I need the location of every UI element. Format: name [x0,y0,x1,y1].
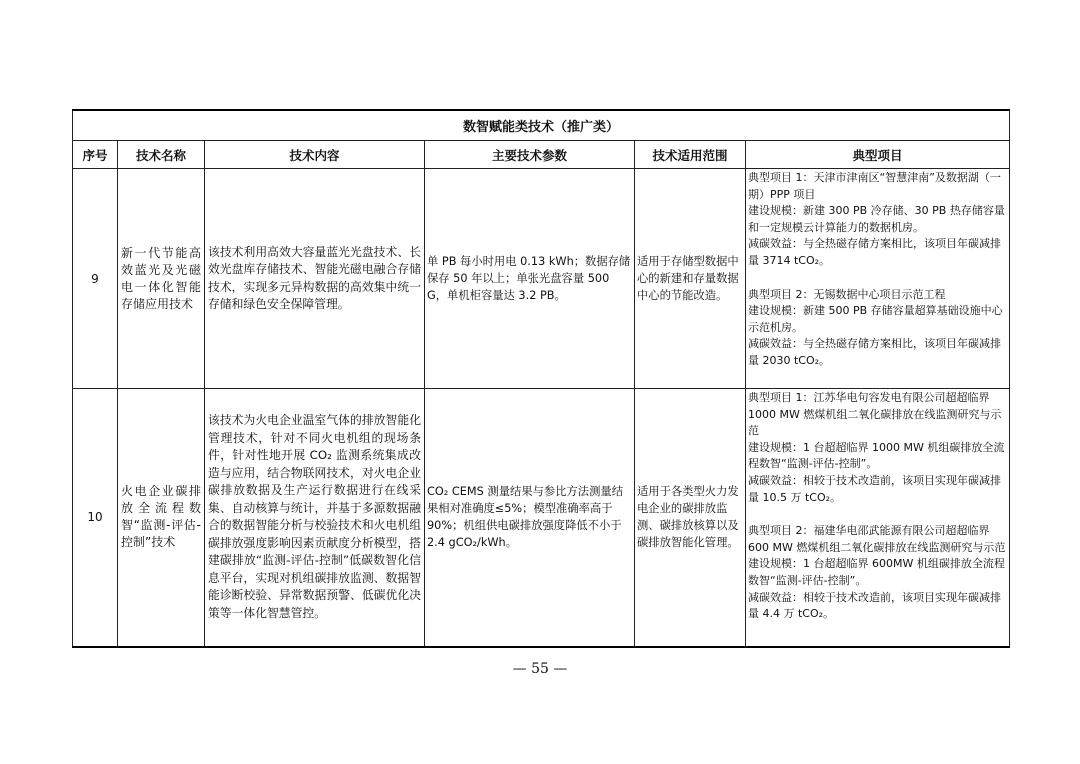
table-row [73,389,1010,647]
project-scale: 建设规模：1 台超超临界 1000 MW 机组碳排放全流程数智“监测-评估-控制”。 [748,440,1005,471]
technology-table [72,109,1010,648]
project-block [748,287,1006,370]
header-tech-content: 技术内容 [205,141,425,169]
header-typical-projects: 典型项目 [746,141,1010,169]
typical-projects-cell [746,169,1010,389]
table-title-row [73,110,1010,141]
project-scale: 建设规模：新建 500 PB 存储容量超算基础设施中心示范机房。 [748,304,1003,334]
tech-name-cell: 新一代节能高效蓝光及光磁电一体化智能存储应用技术 [118,169,205,389]
tech-name-cell: 火电企业碳排放全流程数智“监测-评估-控制”技术 [118,389,205,647]
project-effect: 减碳效益：相较于技术改造前，该项目实现年碳减排量 4.4 万 tCO₂。 [748,590,1001,621]
project-title: 典型项目 1：江苏华电句容发电有限公司超超临界 1000 MW 燃煤机组二氧化碳排放在线监测研究与示范 [748,391,1002,438]
project-block [748,170,1006,270]
project-effect: 减碳效益：与全热磁存储方案相比，该项目年碳减排量 2030 tCO₂。 [748,337,1001,367]
tech-scope-cell: 适用于存储型数据中心的新建和存量数据中心的节能改造。 [635,169,746,389]
page-number: — 55 — [512,661,568,677]
project-title: 典型项目 1：天津市津南区“智慧津南”及数据湖（一期）PPP 项目 [748,171,1001,201]
table-title: 数智赋能类技术（推广类） [73,110,1010,141]
table-header-row [73,141,1010,169]
header-scope: 技术适用范围 [635,141,746,169]
project-effect: 减碳效益：相较于技术改造前，该项目实现年碳减排量 10.5 万 tCO₂。 [748,473,1001,504]
project-scale: 建设规模：新建 300 PB 冷存储、30 PB 热存储容量和一定规模云计算能力的数据机房。 [748,204,1005,234]
project-title: 典型项目 2：福建华电邵武能源有限公司超超临界 600 MW 燃煤机组二氧化碳排放在线监测研究与示范 [748,524,1006,554]
tech-params-cell: 单 PB 每小时用电 0.13 kWh；数据存储保存 50 年以上；单张光盘容量 500 G，单机柜容量达 3.2 PB。 [425,169,635,389]
tech-content-cell: 该技术为火电企业温室气体的排放智能化管理技术，针对不同火电机组的现场条件，针对性地开展 CO₂ 监测系统集成改造与应用，结合物联网技术，对火电企业碳排放数据及生产运行数据进行在线采集、自动核算与统计，并基于多源数据融合的数据智能分析与校验技术和火电机组碳排放强度影响因素贡献度分析模型，搭建碳排放“监测-评估-控制”低碳数智化信息平台，实现对机组碳排放监测、数据智能诊断校验、异常数据预警、低碳优化决策等一体化智慧管控。 [205,389,425,647]
tech-params-cell: CO₂ CEMS 测量结果与参比方法测量结果相对准确度≤5%；模型准确率高于 90%；机组供电碳排放强度降低不小于 2.4 gCO₂/kWh。 [425,389,635,647]
project-title: 典型项目 2：无锡数据中心项目示范工程 [748,287,946,301]
row-number: 10 [73,389,118,647]
table-row [73,169,1010,389]
header-tech-name: 技术名称 [118,141,205,169]
project-effect: 减碳效益：与全热磁存储方案相比，该项目年碳减排量 3714 tCO₂。 [748,237,1001,267]
tech-content-cell: 该技术利用高效大容量蓝光光盘技术、长效光盘库存储技术、智能光磁电融合存储技术，实现多元异构数据的高效集中统一存储和绿色安全保障管理。 [205,169,425,389]
project-block [748,523,1006,623]
header-number: 序号 [73,141,118,169]
header-main-params: 主要技术参数 [425,141,635,169]
tech-scope-cell: 适用于各类型火力发电企业的碳排放监测、碳排放核算以及碳排放智能化管理。 [635,389,746,647]
project-scale: 建设规模：1 台超超临界 600MW 机组碳排放全流程数智“监测-评估-控制”。 [748,557,1005,587]
typical-projects-cell [746,389,1010,647]
project-block [748,390,1006,506]
row-number: 9 [73,169,118,389]
